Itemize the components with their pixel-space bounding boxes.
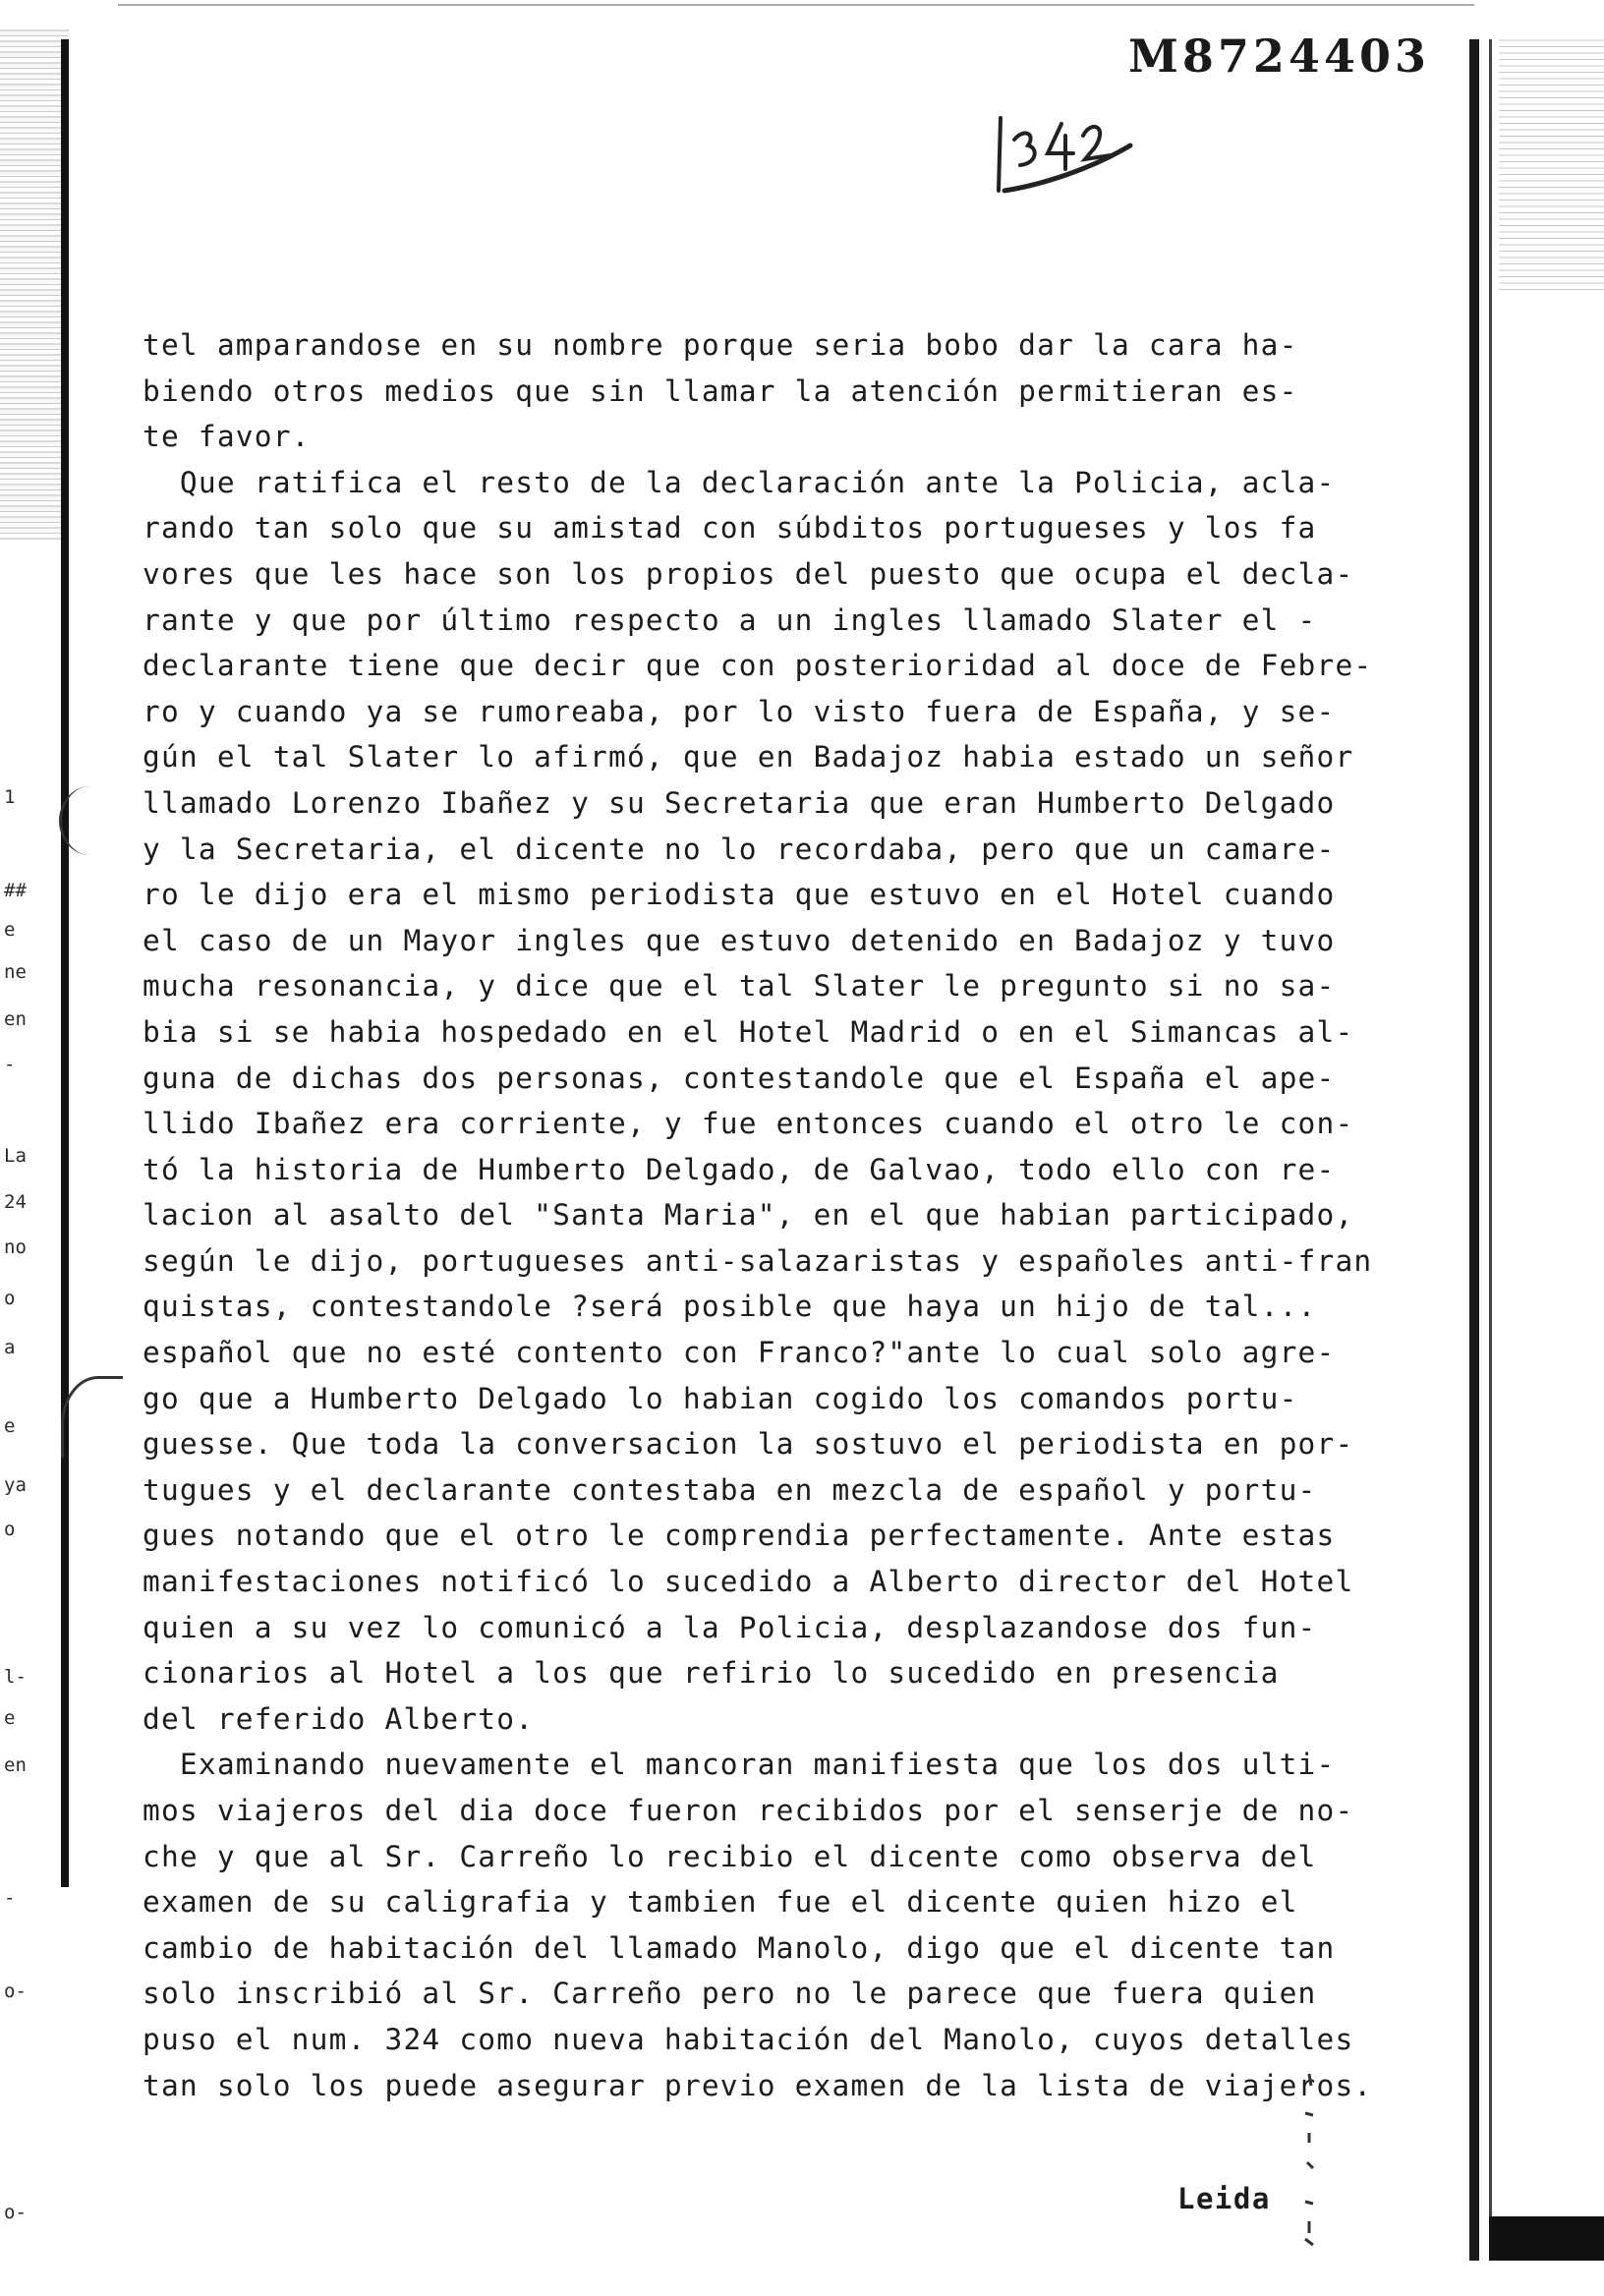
bleed-fragment: - [4, 1887, 16, 1909]
text-line: el caso de un Mayor ingles que estuvo detenido en Badajoz y tuvo [143, 923, 1336, 957]
text-line: ro le dijo era el mismo periodista que estuvo en el Hotel cuando [143, 878, 1336, 912]
text-line: bia si se habia hospedado en el Hotel Madrid o en el Simancas al- [143, 1014, 1354, 1049]
bleed-fragment: o [4, 1288, 16, 1309]
right-binding-edge [1469, 39, 1479, 2261]
bleed-fragment: o [4, 1519, 16, 1540]
text-line: tan solo los puede asegurar previo examen de la lista de viajeros. [143, 2068, 1373, 2102]
text-line: manifestaciones notificó lo sucedido a Alberto director del Hotel [143, 1565, 1354, 1599]
text-line: declarante tiene que decir que con posterioridad al doce de Febre- [143, 649, 1373, 683]
bleed-fragment: e [4, 1415, 16, 1437]
text-line: solo inscribió al Sr. Carreño pero no le parece que fuera quien [143, 1977, 1317, 2011]
bleed-fragment: ya [4, 1474, 27, 1496]
bleed-fragment: e [4, 919, 16, 941]
right-scan-noise [1499, 39, 1604, 295]
text-line: cionarios al Hotel a los que refirio lo sucedido en presencia [143, 1656, 1280, 1691]
text-line: lacion al asalto del "Santa Maria", en el que habian participado, [143, 1198, 1354, 1233]
text-line: guna de dichas dos personas, contestandole que el España el ape- [143, 1061, 1336, 1095]
binding-curl-mark [61, 1376, 123, 1458]
text-line: gues notando que el otro le comprendia perfectamente. Ante estas [143, 1519, 1336, 1553]
bleed-fragment: o- [4, 2202, 27, 2223]
bleed-fragment: ## [4, 880, 27, 901]
bleed-fragment: 1 [4, 786, 16, 808]
bleed-fragment: o- [4, 1980, 27, 2002]
text-line: quien a su vez lo comunicó a la Policia, desplazandose dos fun- [143, 1610, 1317, 1644]
text-line: biendo otros medios que sin llamar la atención permitieran es- [143, 373, 1298, 408]
text-line: rante y que por último respecto a un ingles llamado Slater el - [143, 603, 1317, 637]
text-line: guesse. Que toda la conversacion la sostuvo el periodista en por- [143, 1427, 1354, 1462]
bleed-fragment: ne [4, 961, 27, 983]
text-line: ro y cuando ya se rumoreaba, por lo visto fuera de España, y se- [143, 694, 1336, 728]
declaration-body-text [143, 322, 1381, 2108]
left-scan-noise [0, 29, 69, 541]
bleed-fragment: en [4, 1008, 27, 1030]
bleed-fragment: La [4, 1145, 27, 1167]
top-edge-rule [118, 4, 1474, 6]
folio-text: 342 [993, 100, 995, 101]
adjacent-page-bleed [4, 786, 43, 2261]
text-line: Que ratifica el resto de la declaración ante la Policia, acla- [143, 465, 1336, 499]
text-line: mucha resonancia, y dice que el tal Slater le pregunto si no sa- [143, 969, 1336, 1004]
text-line: cambio de habitación del llamado Manolo, digo que el dicente tan [143, 1930, 1336, 1965]
text-line: llamado Lorenzo Ibañez y su Secretaria que eran Humberto Delgado [143, 785, 1336, 820]
text-line: che y que al Sr. Carreño lo recibio el dicente como observa del [143, 1839, 1317, 1873]
bleed-fragment: l- [4, 1666, 27, 1688]
text-line: vores que les hace son los propios del puesto que ocupa el decla- [143, 556, 1354, 591]
right-binding-edge-inner [1489, 39, 1492, 2261]
right-corner-shadow [1489, 2216, 1604, 2261]
document-stamp-number: M8724403 [1128, 29, 1430, 83]
bleed-fragment: en [4, 1754, 27, 1776]
text-line: según le dijo, portugueses anti-salazaristas y españoles anti-fran [143, 1243, 1373, 1278]
text-line: tel amparandose en su nombre porque seria bobo dar la cara ha- [143, 328, 1298, 362]
text-line: Examinando nuevamente el mancoran manifiesta que los dos ulti- [143, 1748, 1336, 1782]
signoff-leida: Leida [1177, 2182, 1271, 2215]
text-line: rando tan solo que su amistad con súbditos portugueses y los fa [143, 511, 1317, 545]
bleed-fragment: 24 [4, 1191, 27, 1213]
text-line: tugues y el declarante contestaba en mezcla de español y portu- [143, 1472, 1317, 1507]
text-line: te favor. [143, 420, 311, 454]
text-line: puso el num. 324 como nueva habitación del Manolo, cuyos detalles [143, 2022, 1354, 2056]
text-line: español que no esté contento con Franco?"ante lo cual solo agre- [143, 1336, 1336, 1370]
text-line: del referido Alberto. [143, 1701, 535, 1736]
text-line: y la Secretaria, el dicente no lo recordaba, pero que un camare- [143, 832, 1336, 866]
margin-tick-marks [1295, 2064, 1325, 2251]
handwritten-folio-number [993, 100, 1140, 199]
text-line: llido Ibañez era corriente, y fue entonces cuando el otro le con- [143, 1107, 1354, 1141]
bleed-fragment: - [4, 1054, 16, 1075]
left-binding-edge [61, 39, 69, 1887]
text-line: quistas, contestandole ?será posible que haya un hijo de tal... [143, 1290, 1317, 1324]
binding-curl-mark [59, 786, 121, 855]
bleed-fragment: a [4, 1337, 16, 1358]
text-line: tó la historia de Humberto Delgado, de Galvao, todo ello con re- [143, 1152, 1336, 1186]
text-line: gún el tal Slater lo afirmó, que en Badajoz habia estado un señor [143, 740, 1354, 775]
text-line: mos viajeros del dia doce fueron recibidos por el senserje de no- [143, 1794, 1354, 1827]
text-line: go que a Humberto Delgado lo habian cogido los comandos portu- [143, 1381, 1298, 1415]
text-line: examen de su caligrafia y tambien fue el dicente quien hizo el [143, 1885, 1298, 1920]
bleed-fragment: no [4, 1236, 27, 1258]
bleed-fragment: e [4, 1707, 16, 1729]
